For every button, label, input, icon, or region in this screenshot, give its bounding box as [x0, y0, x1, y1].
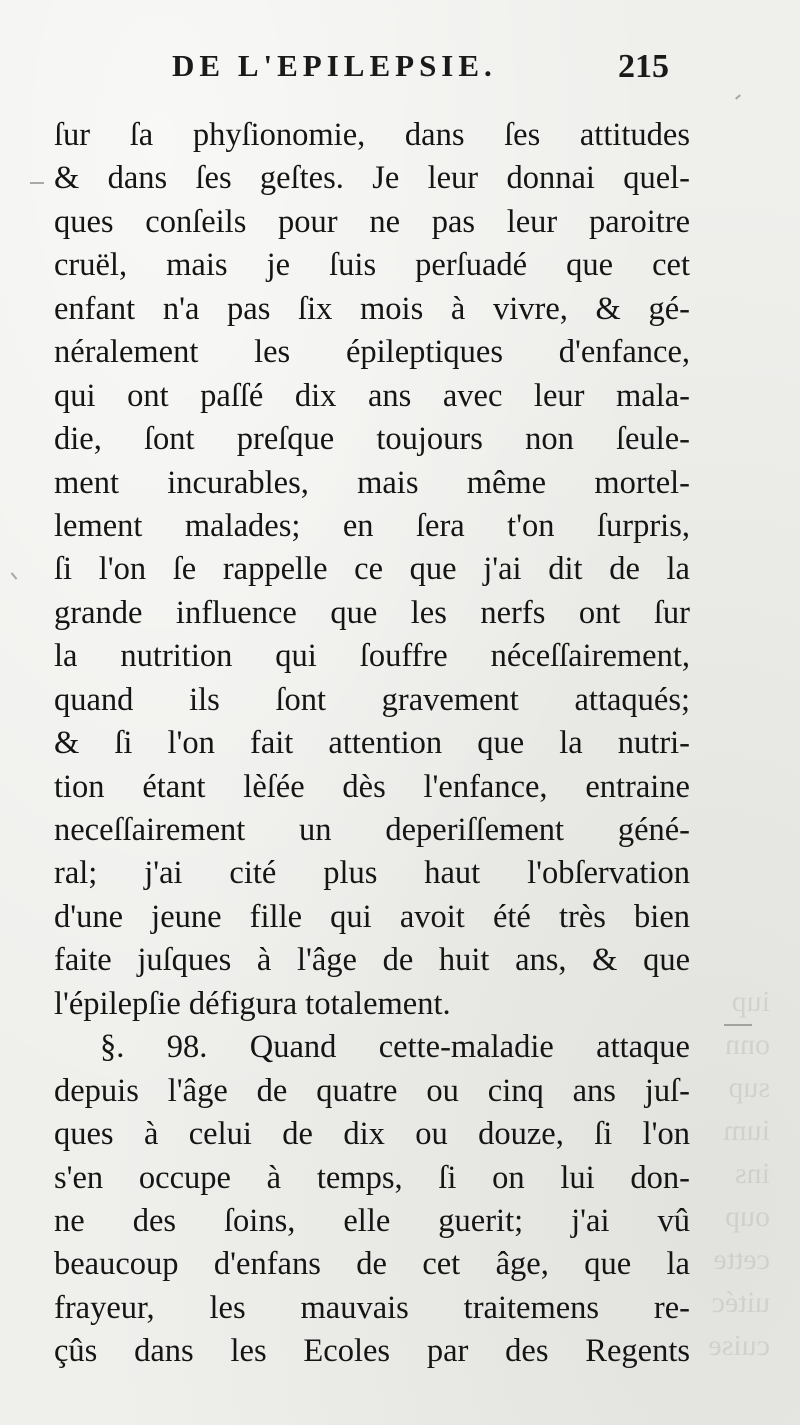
print-speck: [11, 572, 18, 579]
text-line: enfant n'a pas ſix mois à vivre, & gé-: [54, 290, 690, 327]
text-line: ques à celui de dix ou douze, ſi l'on: [54, 1116, 690, 1153]
text-line: ques conſeils pour ne pas leur paroitre: [54, 203, 690, 240]
text-line: lement malades; en ſera t'on ſurpris,: [54, 507, 690, 544]
section-start-line: §. 98. Quand cette-maladie attaque: [100, 1029, 690, 1066]
text-line: qui ont paſſé dix ans avec leur mala-: [54, 377, 690, 414]
text-line: cruël, mais je ſuis perſuadé que cet: [54, 247, 690, 284]
text-line: quand ils ſont gravement attaqués;: [54, 681, 690, 718]
paragraph-end-line: l'épilepſie défigura totalement.: [54, 985, 451, 1022]
text-line: die, ſont preſque toujours non ſeule-: [54, 421, 690, 458]
text-line: çûs dans les Ecoles par des Regents: [54, 1333, 690, 1370]
text-line: grande influence que les nerfs ont ſur: [54, 594, 690, 631]
text-line: ſi l'on ſe rappelle ce que j'ai dit de la: [54, 551, 690, 588]
text-line: beaucoup d'enfans de cet âge, que la: [54, 1246, 690, 1283]
text-line: & ſi l'on fait attention que la nutri-: [54, 725, 690, 762]
print-speck: [30, 182, 44, 184]
running-title: DE L'EPILEPSIE.: [172, 48, 497, 83]
text-line: tion étant lèſée dès l'enfance, entraine: [54, 768, 690, 805]
text-line: ne des ſoins, elle guerit; j'ai vû: [54, 1202, 690, 1239]
text-line: faite juſques à l'âge de huit ans, & que: [54, 942, 690, 979]
page-header: [0, 48, 800, 98]
text-line: la nutrition qui ſouffre néceſſairement,: [54, 638, 690, 675]
print-speck: [724, 1024, 752, 1026]
text-line: depuis l'âge de quatre ou cinq ans juſ-: [54, 1072, 690, 1109]
page-number: 215: [618, 48, 669, 85]
text-line: ment incurables, mais même mortel-: [54, 464, 690, 501]
text-line: s'en occupe à temps, ſi on lui don-: [54, 1159, 690, 1196]
body-text: [54, 114, 690, 1374]
text-line: ral; j'ai cité plus haut l'obſervation: [54, 855, 690, 892]
text-line: frayeur, les mauvais traitemens re-: [54, 1289, 690, 1326]
text-line: d'une jeune fille qui avoit été très bien: [54, 898, 690, 935]
text-line: neceſſairement un deperiſſement géné-: [54, 812, 690, 848]
show-through-text: iup onn sup ium ins oup cette uitéc cuise: [708, 985, 770, 1362]
text-line: néralement les épileptiques d'enfance,: [54, 334, 690, 371]
text-line: & dans ſes geſtes. Je leur donnai quel-: [54, 160, 690, 197]
text-line: ſur ſa phyſionomie, dans ſes attitudes: [54, 117, 690, 153]
